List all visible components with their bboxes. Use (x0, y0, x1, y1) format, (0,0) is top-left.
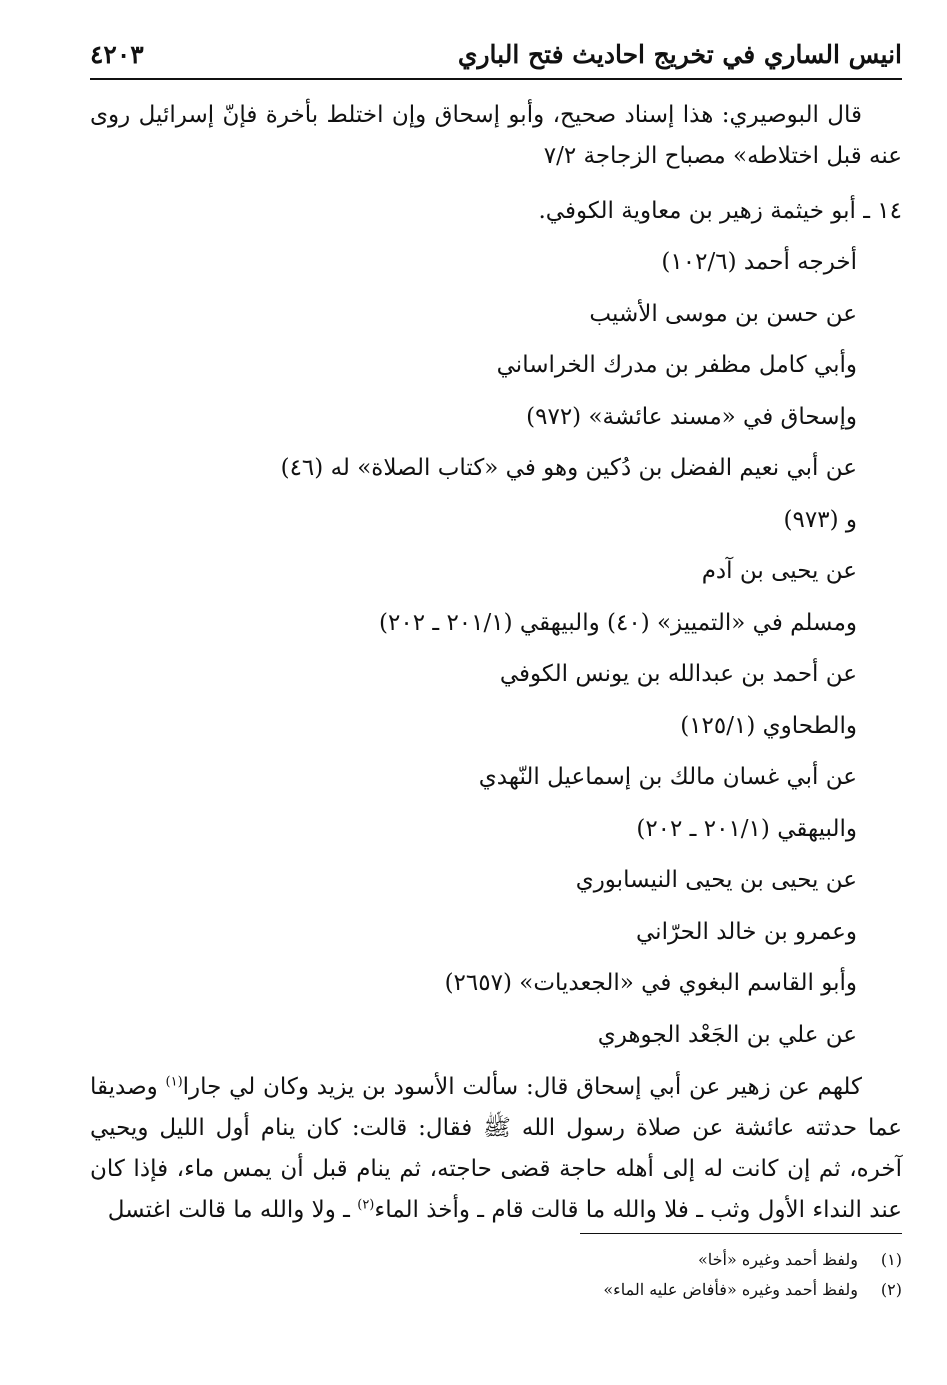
chain-line: عن أحمد بن عبدالله بن يونس الكوفي (499, 661, 857, 687)
page-header (90, 30, 902, 80)
closing-text-3: ـ ولا والله ما قالت اغتسل (107, 1197, 358, 1223)
item-title: ١٤ ـ أبو خيثمة زهير بن معاوية الكوفي. (538, 198, 902, 224)
page-number: ٤٢٠٣ (90, 39, 144, 69)
chain-line: عن علي بن الجَعْد الجوهري (597, 1021, 857, 1048)
chain-line: عن حسن بن موسى الأشيب (589, 300, 857, 327)
footnote-1 (300, 1245, 902, 1275)
intro-paragraph: قال البوصيري: هذا إسناد صحيح، وأبو إسحاق وإن اختلط بأخرة فإنّ إسرائيل روى عنه قبل اختلاطه» مصباح الزجاجة ٧/٢ (90, 102, 902, 169)
chain-line: والطحاوي (١٢٥/١) (680, 712, 857, 739)
chain-line: و (٩٧٣) (783, 506, 857, 533)
chain-line: وعمرو بن خالد الحرّاني (636, 918, 857, 945)
chain-line: عن يحيى بن يحيى النيسابوري (575, 867, 857, 893)
footnote-marker-2: (٢) (357, 1197, 375, 1213)
chain-line: ومسلم في «التمييز» (٤٠) والبيهقي (٢٠١/١ ـ ٢٠٢) (379, 609, 857, 636)
closing-text-1: كلهم عن زهير عن أبي إسحاق قال: سألت الأسود بن يزيد وكان لي جارا (182, 1074, 862, 1100)
chain-line: والبيهقي (٢٠١/١ ـ ٢٠٢) (636, 815, 857, 842)
chain-line: عن يحيى بن آدم (701, 558, 857, 584)
chain-line: عن أبي نعيم الفضل بن دُكين وهو في «كتاب الصلاة» له (٤٦) (280, 455, 857, 481)
chain-line: أخرجه أحمد (١٠٢/٦) (661, 249, 857, 275)
footnote-2 (300, 1275, 902, 1305)
footnote-marker-1: (١) (165, 1074, 183, 1090)
chain-line: وإسحاق في «مسند عائشة» (٩٧٢) (526, 403, 857, 430)
footnote-number: (٢) (880, 1280, 902, 1299)
running-title: انيس الساري في تخريج احاديث فتح الباري (457, 39, 902, 69)
footnote-number: (١) (880, 1250, 902, 1269)
closing-paragraph (90, 1067, 902, 1231)
footnote-text: ولفظ أحمد وغيره «فأفاض عليه الماء» (603, 1280, 858, 1299)
page-body (90, 95, 902, 1231)
narration-chain (90, 237, 902, 1061)
footnotes (300, 1245, 902, 1305)
chain-line: وأبي كامل مظفر بن مدرك الخراساني (496, 352, 857, 378)
chain-line: عن أبي غسان مالك بن إسماعيل النّهدي (478, 764, 857, 790)
footnote-text: ولفظ أحمد وغيره «أخا» (697, 1250, 858, 1269)
footnote-divider (580, 1233, 902, 1234)
closing-text-2: وصديقا عما حدثته عائشة عن صلاة رسول الله ﷺ فقال: قالت: كان ينام أول الليل ويحيي آخره، ثم إن كانت له إلى أهله حاجة قضى حاجته، ثم ينام قبل أن يمس ماء، فإذا كان عند النداء الأول وثب ـ فلا والله ما قالت قام ـ وأخذ الماء (90, 1074, 902, 1223)
chain-line: وأبو القاسم البغوي في «الجعديات» (٢٦٥٧) (444, 970, 857, 996)
